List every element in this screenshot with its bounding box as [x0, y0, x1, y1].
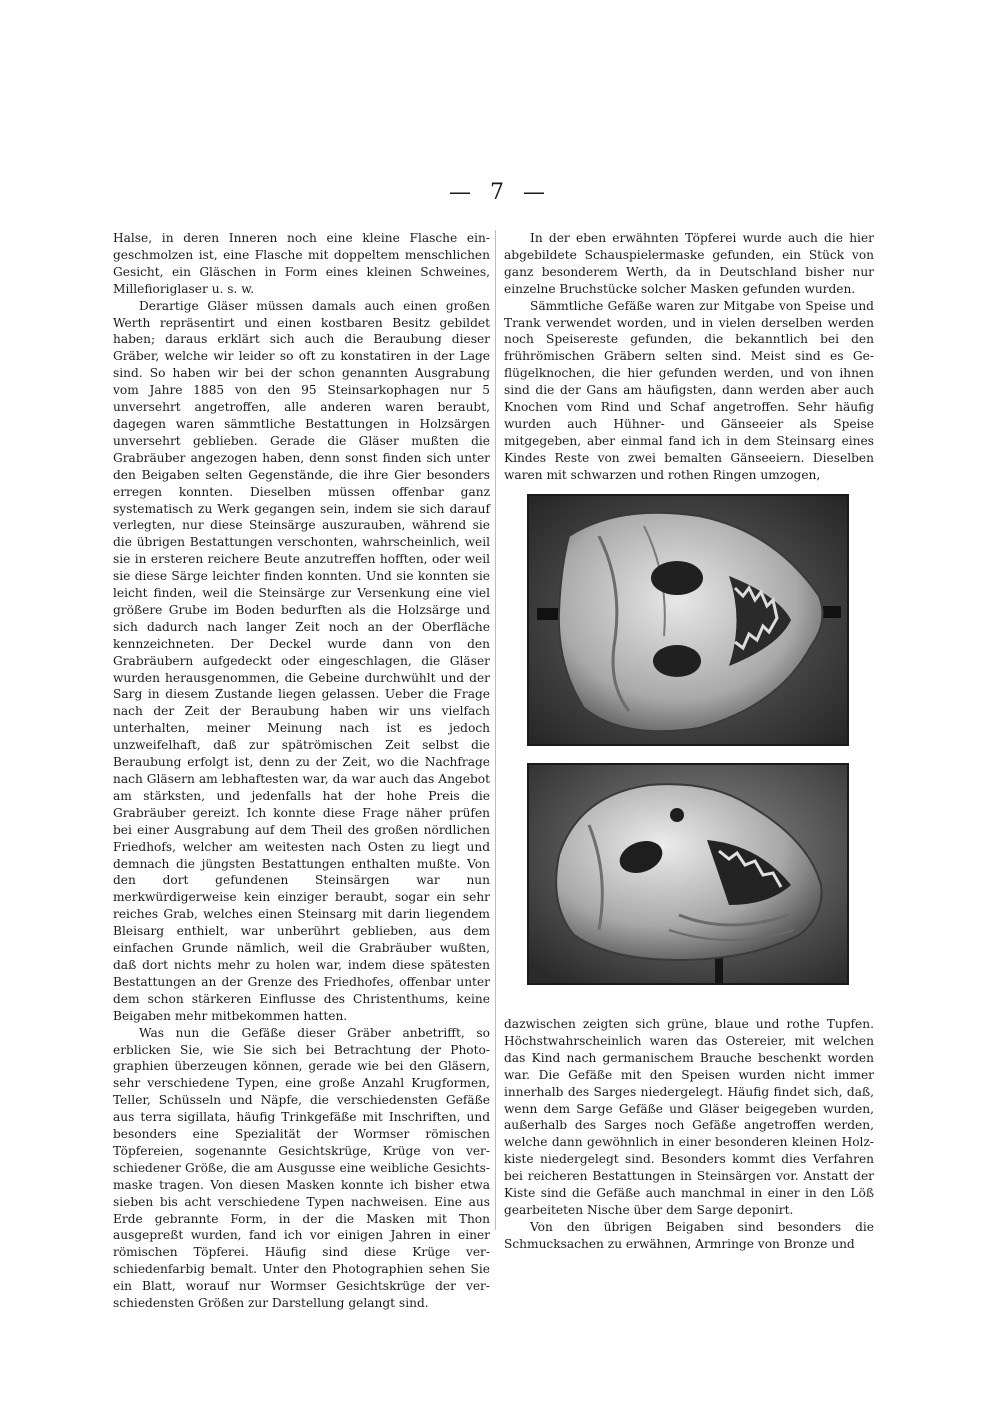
right-column-bottom: [504, 1016, 874, 1253]
left-column: [113, 230, 490, 1312]
right-paragraph-1: In der eben erwähnten Töpferei wurde auch die hier abgebildete Schauspielermaske gefunden, ein Stück von ganz besonderem Werth, da in Deutschland bisher nur einzelne Bruchstücke solcher Masken gefunden wurden.: [504, 231, 874, 296]
right-paragraph-4: Von den übrigen Beigaben sind besonders die Schmucksachen zu erwähnen, Armringe von Bronze und: [504, 1219, 874, 1251]
left-paragraph-1: Halse, in deren Inneren noch eine kleine Flasche eingeschmolzen ist, eine Flasche mit doppeltem menschlichen Gesicht, ein Gläschen in Form eines kleinen Schweines, Millefioriglaser u. s. w.: [113, 231, 490, 296]
theatre-mask-frontal-icon: [529, 496, 847, 744]
left-paragraph-3: Was nun die Gefäße dieser Gräber anbetrifft, so erblicken Sie, wie Sie sich bei Betrachtung der Photographien überzeugen können, gerade wie bei den Gläsern, sehr verschiedene Typen, eine große Anzahl Krugformen, Teller, Schüsseln und Näpfe, die verschiedensten Gefäße aus terra sigillata, häufig Trinkgefäße mit Inschriften, und besonders eine Spezialität der Wormser römischen Töpfereien, sogenannte Gesichtskrüge, Krüge von verschiedener Größe, die am Ausgusse eine weibliche Gesichtsmaske tragen. Von diesen Masken konnte ich bisher etwa sieben bis acht verschiedene Typen nachweisen. Eine aus Erde gebrannte Form, in der die Masken mit Thon ausgepreßt wurden, fand ich vor einigen Jahren in einer römischen Töpferei. Häufig sind diese Krüge verschiedenfarbig bemalt. Unter den Photographien sehen Sie ein Blatt, worauf nur Wormser Gesichtskrüge der verschiedensten Größen zur Darstellung gelangt sind.: [113, 1025, 490, 1311]
page-number: — 7 —: [449, 180, 551, 205]
left-paragraph-2: Derartige Gläser müssen damals auch einen großen Werth repräsentirt und einen kostbaren Besitz gebildet haben; daraus erklärt sich auch die Beraubung dieser Gräber, welche wir leider so oft zu konstatiren in der Lage sind. So haben wir bei der schon genannten Ausgrabung vom Jahre 1885 von den 95 Steinsarkophagen nur 5 unversehrt angetroffen, alle anderen waren beraubt, dagegen waren sämmtliche Bestattungen in Holzsärgen unversehrt geblieben. Gerade die Gläser mußten die Grabräuber angezogen haben, denn sonst finden sich unter den Beigaben selten Gegenstände, die ihre Gier besonders erregen konnten. Dieselben müssen offenbar ganz systematisch zu Werk gegangen sein, indem sie sich darauf verlegten, nur diese Steinsärge auszurauben, während sie die übrigen Bestattungen verschonten, wahrscheinlich, weil sie in ersteren reichere Beute anzutreffen hofften, oder weil sie diese Särge leichter finden konnten. Und sie konnten sie leicht finden, weil die Steinsärge zur Versenkung eine viel größere Grube im Boden bedurften als die Holzsärge und sich dadurch nach langer Zeit noch an der Oberfläche kennzeichneten. Der Deckel wurde dann von den Grabräubern aufgedeckt oder eingeschlagen, die Gläser wurden herausgenommen, die Gebeine durchwühlt und der Sarg in diesem Zustande liegen gelassen. Ueber die Frage nach der Zeit der Beraubung haben wir uns vielfach unterhalten, meiner Meinung nach ist es jedoch unzweifelhaft, daß zur spätrömischen Zeit selbst die Beraubung erfolgt ist, denn zu der Zeit, wo die Nachfrage nach Gläsern am lebhaftesten war, da war auch das Angebot am stärksten, und jedenfalls hat der hohe Preis die Grabräuber gereizt. Ich konnte diese Frage näher prüfen bei einer Ausgrabung auf dem Theil des großen nördlichen Friedhofs, welcher am weitesten nach Osten zu liegt und demnach die jüngsten Bestattungen enthalten mußte. Von den dort gefundenen Steinsärgen war nun merkwürdigerweise kein einziger beraubt, sogar ein sehr reiches Grab, welches einen Steinsarg mit darin liegendem Bleisarg enthielt, war unberührt geblieben, aus dem einfachen Grunde nämlich, weil die Grabräuber wußten, daß dort nichts mehr zu holen war, indem diese spätesten Bestattungen an der Grenze des Friedhofes, offenbar unter dem schon stärkeren Einflusse des Christenthums, keine Beigaben mehr mitbekommen hatten.: [113, 298, 490, 1023]
mask-photo-profile: [527, 763, 849, 985]
right-column-top: [504, 230, 874, 484]
right-paragraph-3: dazwischen zeigten sich grüne, blaue und rothe Tupfen. Höchstwahrscheinlich waren das Ostereier, mit welchen das Kind nach germanischem Brauche beschenkt worden war. Die Gefäße mit den Speisen wurden nicht immer innerhalb des Sarges niedergelegt. Häufig findet sich, daß, wenn dem Sarge Gefäße und Gläser beigegeben wurden, außerhalb des Sarges noch Gefäße angetroffen werden, welche dann gewöhnlich in einer besonderen kleinen Holzkiste niedergelegt sind. Besonders kommt dies Verfahren bei reicheren Bestattungen in Steinsärgen vor. Anstatt der Kiste sind die Gefäße auch manchmal in einer in den Löß gearbeiteten Nische über dem Sarge deponirt.: [504, 1017, 874, 1217]
theatre-mask-profile-icon: [529, 765, 847, 983]
column-divider: [495, 230, 496, 1230]
right-paragraph-2: Sämmtliche Gefäße waren zur Mitgabe von Speise und Trank verwendet worden, und in vielen derselben werden noch Speisereste gefunden, die bekanntlich bei den frührömischen Gräbern selten sind. Meist sind es Geflügelknochen, die hier gefunden werden, und von ihnen sind die der Gans am häufigsten, dann werden aber auch Knochen vom Rind und Schaf angetroffen. Sehr häufig wurden auch Hühner- und Gänseeier als Speise mitgegeben, aber einmal fand ich in dem Steinsarg eines Kindes Reste von zwei bemalten Gänseeiern. Dieselben waren mit schwarzen und rothen Ringen umzogen,: [504, 298, 874, 482]
mask-photo-frontal: [527, 494, 849, 746]
